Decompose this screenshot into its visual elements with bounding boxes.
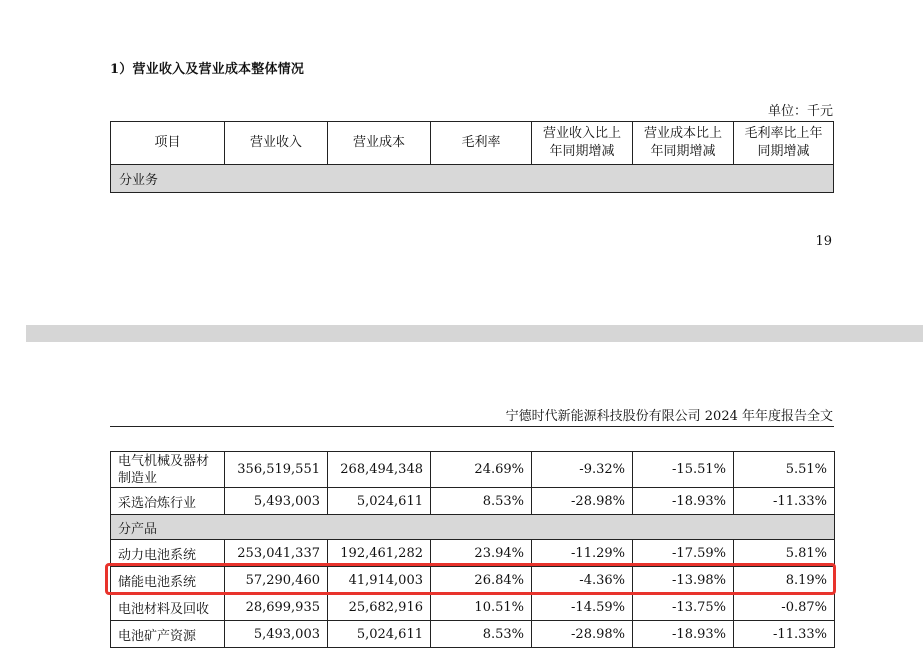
cell-margin: 10.51%: [431, 594, 532, 621]
cell-revenue-change: -11.29%: [532, 540, 633, 567]
cell-revenue: 5,493,003: [225, 621, 328, 648]
cell-margin-change: 5.51%: [734, 452, 835, 488]
cell-revenue: 5,493,003: [225, 488, 328, 515]
header-cost-change: 营业成本比上 年同期增减: [633, 122, 734, 165]
cell-cost-change: -15.51%: [633, 452, 734, 488]
cell-cost: 5,024,611: [328, 621, 431, 648]
cell-revenue-change: -28.98%: [532, 488, 633, 515]
section-heading: 1）营业收入及营业成本整体情况: [110, 62, 305, 77]
cell-cost: 25,682,916: [328, 594, 431, 621]
header-item: 项目: [111, 122, 225, 165]
cell-margin: 8.53%: [431, 488, 532, 515]
row-label: 电池材料及回收: [111, 594, 225, 621]
cell-revenue: 356,519,551: [225, 452, 328, 488]
table-row: [111, 488, 835, 515]
cell-cost-change: -18.93%: [633, 621, 734, 648]
row-label: 储能电池系统: [111, 567, 225, 594]
header-revenue: 营业收入: [225, 122, 328, 165]
cell-revenue-change: -14.59%: [532, 594, 633, 621]
row-label: 动力电池系统: [111, 540, 225, 567]
header-cost: 营业成本: [328, 122, 431, 165]
table-row: [111, 621, 835, 648]
row-label: 电气机械及器材 制造业: [111, 452, 225, 488]
row-label: 采选冶炼行业: [111, 488, 225, 515]
row-label: 电池矿产资源: [111, 621, 225, 648]
page-gap: [26, 325, 923, 342]
cell-revenue-change: -4.36%: [532, 567, 633, 594]
table-row: [111, 452, 835, 488]
revenue-cost-table-body: [110, 451, 835, 648]
page-number: 19: [815, 234, 832, 249]
cell-cost-change: -17.59%: [633, 540, 734, 567]
cell-margin-change: -11.33%: [734, 488, 835, 515]
cell-margin-change: 8.19%: [734, 567, 835, 594]
cell-margin: 24.69%: [431, 452, 532, 488]
cell-margin-change: -0.87%: [734, 594, 835, 621]
cell-cost: 5,024,611: [328, 488, 431, 515]
cell-margin: 26.84%: [431, 567, 532, 594]
cell-revenue: 57,290,460: [225, 567, 328, 594]
cell-margin: 8.53%: [431, 621, 532, 648]
header-rule: [110, 426, 834, 427]
cell-cost: 268,494,348: [328, 452, 431, 488]
unit-label: 单位：千元: [767, 104, 833, 119]
cell-cost: 192,461,282: [328, 540, 431, 567]
cell-margin-change: 5.81%: [734, 540, 835, 567]
section-product-row: [111, 515, 835, 540]
cell-margin-change: -11.33%: [734, 621, 835, 648]
revenue-cost-table-header: [110, 121, 834, 193]
section-product-label: 分产品: [111, 515, 835, 540]
cell-revenue: 253,041,337: [225, 540, 328, 567]
header-margin-change: 毛利率比上年 同期增减: [734, 122, 834, 165]
table-row: [111, 594, 835, 621]
cell-margin: 23.94%: [431, 540, 532, 567]
report-title: 宁德时代新能源科技股份有限公司 2024 年年度报告全文: [505, 409, 833, 424]
cell-cost-change: -13.75%: [633, 594, 734, 621]
cell-cost: 41,914,003: [328, 567, 431, 594]
cell-revenue: 28,699,935: [225, 594, 328, 621]
cell-revenue-change: -9.32%: [532, 452, 633, 488]
section-business-row: 分业务: [111, 165, 834, 193]
highlight-box: [105, 563, 836, 595]
header-revenue-change: 营业收入比上 年同期增减: [532, 122, 633, 165]
cell-revenue-change: -28.98%: [532, 621, 633, 648]
cell-cost-change: -13.98%: [633, 567, 734, 594]
cell-cost-change: -18.93%: [633, 488, 734, 515]
header-margin: 毛利率: [431, 122, 532, 165]
